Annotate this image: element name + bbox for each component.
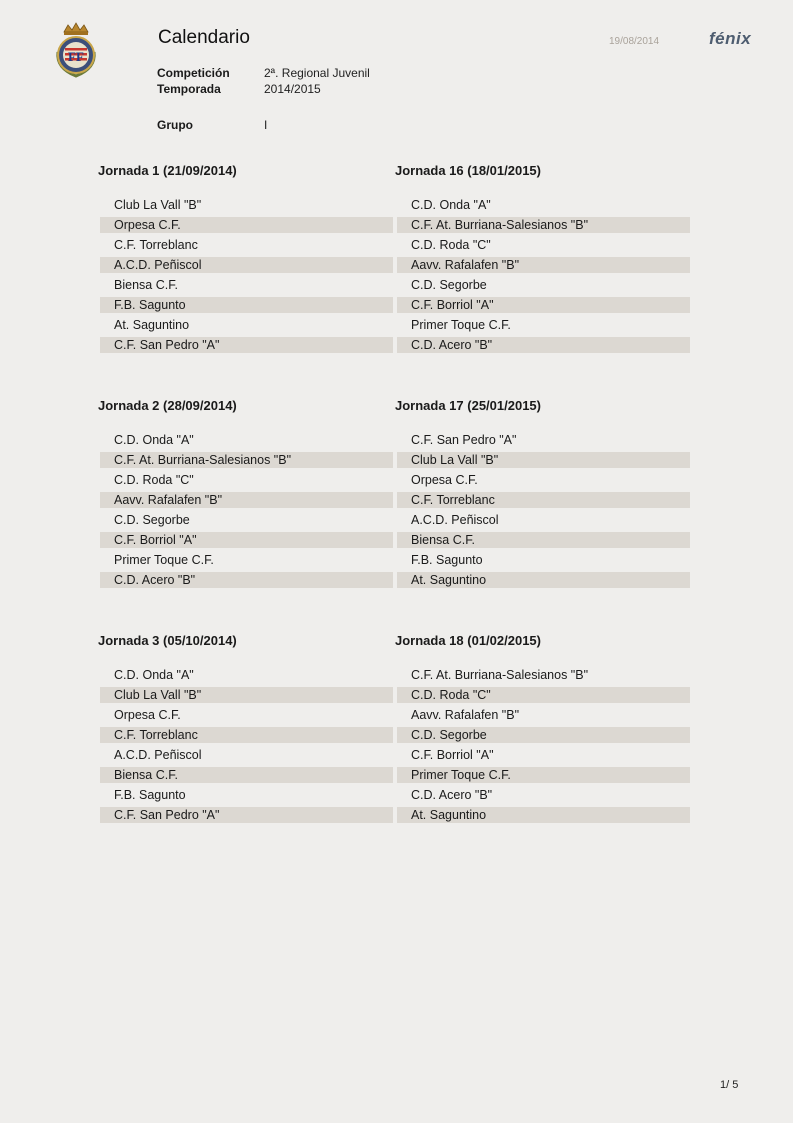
team-name: C.D. Roda "C"	[114, 473, 194, 487]
team-row	[100, 452, 393, 468]
team-name: Biensa C.F.	[411, 533, 475, 547]
team-name: Club La Vall "B"	[114, 198, 202, 212]
team-name: C.F. Torreblanc	[114, 728, 198, 742]
team-row	[100, 257, 393, 273]
temporada-label: Temporada	[157, 82, 221, 96]
team-name: C.F. Torreblanc	[114, 238, 198, 252]
team-name: C.F. At. Burriana-Salesianos "B"	[114, 453, 292, 467]
round-title: Jornada 1 (21/09/2014)	[98, 163, 237, 178]
team-name: C.D. Onda "A"	[411, 198, 491, 212]
team-row	[100, 532, 393, 548]
team-row	[397, 337, 690, 353]
team-name: Club La Vall "B"	[114, 688, 202, 702]
grupo-value: I	[264, 118, 268, 132]
team-row	[397, 277, 690, 293]
team-row	[397, 297, 690, 313]
team-name: At. Saguntino	[411, 808, 487, 822]
team-row	[397, 687, 690, 703]
team-row	[397, 472, 690, 488]
team-name: Primer Toque C.F.	[411, 768, 511, 782]
round-title: Jornada 3 (05/10/2014)	[98, 633, 237, 648]
team-row	[100, 237, 393, 253]
team-name: C.F. Torreblanc	[411, 493, 495, 507]
svg-text:FF: FF	[68, 49, 84, 64]
team-name: At. Saguntino	[114, 318, 190, 332]
team-row	[100, 512, 393, 528]
team-row	[100, 197, 393, 213]
team-row	[100, 727, 393, 743]
page-title: Calendario	[158, 27, 250, 48]
team-row	[397, 787, 690, 803]
team-name: C.D. Segorbe	[411, 278, 487, 292]
round-title: Jornada 2 (28/09/2014)	[98, 398, 237, 413]
team-row	[397, 237, 690, 253]
team-row	[397, 432, 690, 448]
team-name: C.F. San Pedro "A"	[114, 808, 220, 822]
team-name: Aavv. Rafalafen "B"	[411, 708, 520, 722]
team-row	[100, 807, 393, 823]
grupo-label: Grupo	[157, 118, 193, 132]
team-name: Orpesa C.F.	[411, 473, 478, 487]
team-name: A.C.D. Peñiscol	[411, 513, 499, 527]
team-name: Biensa C.F.	[114, 278, 178, 292]
team-name: C.F. At. Burriana-Salesianos "B"	[411, 668, 589, 682]
team-name: Orpesa C.F.	[114, 708, 181, 722]
team-row	[100, 787, 393, 803]
team-name: C.D. Acero "B"	[114, 573, 196, 587]
team-row	[100, 297, 393, 313]
team-row	[397, 317, 690, 333]
team-row	[100, 552, 393, 568]
round-title: Jornada 16 (18/01/2015)	[395, 163, 541, 178]
team-name: F.B. Sagunto	[411, 553, 483, 567]
team-row	[100, 492, 393, 508]
team-row	[100, 687, 393, 703]
team-name: C.F. San Pedro "A"	[411, 433, 517, 447]
team-row	[100, 317, 393, 333]
team-name: C.D. Acero "B"	[411, 338, 493, 352]
team-name: C.D. Onda "A"	[114, 668, 194, 682]
federation-crest-logo	[52, 22, 100, 78]
team-name: C.F. San Pedro "A"	[114, 338, 220, 352]
team-row	[397, 667, 690, 683]
team-name: Primer Toque C.F.	[411, 318, 511, 332]
team-name: F.B. Sagunto	[114, 298, 186, 312]
team-name: A.C.D. Peñiscol	[114, 258, 202, 272]
team-row	[397, 532, 690, 548]
team-row	[397, 197, 690, 213]
team-name: Aavv. Rafalafen "B"	[114, 493, 223, 507]
brand-logo-text: fénix	[709, 29, 752, 48]
team-row	[397, 217, 690, 233]
team-name: C.F. Borriol "A"	[411, 298, 494, 312]
team-row	[100, 217, 393, 233]
team-row	[397, 552, 690, 568]
team-row	[397, 807, 690, 823]
team-row	[100, 472, 393, 488]
team-name: C.D. Roda "C"	[411, 688, 491, 702]
team-row	[397, 452, 690, 468]
round-title: Jornada 17 (25/01/2015)	[395, 398, 541, 413]
team-row	[397, 747, 690, 763]
team-name: C.D. Acero "B"	[411, 788, 493, 802]
team-name: C.D. Roda "C"	[411, 238, 491, 252]
team-name: Aavv. Rafalafen "B"	[411, 258, 520, 272]
team-name: C.F. At. Burriana-Salesianos "B"	[411, 218, 589, 232]
team-name: A.C.D. Peñiscol	[114, 748, 202, 762]
team-row	[397, 257, 690, 273]
team-name: C.F. Borriol "A"	[114, 533, 197, 547]
team-name: C.F. Borriol "A"	[411, 748, 494, 762]
team-row	[100, 572, 393, 588]
team-row	[100, 767, 393, 783]
team-row	[397, 707, 690, 723]
competicion-label: Competición	[157, 66, 230, 80]
team-row	[397, 767, 690, 783]
team-row	[100, 707, 393, 723]
team-row	[100, 432, 393, 448]
team-name: Club La Vall "B"	[411, 453, 499, 467]
page-number: 1/ 5	[720, 1079, 739, 1091]
team-row	[397, 512, 690, 528]
team-row	[100, 277, 393, 293]
competicion-value: 2ª. Regional Juvenil	[264, 66, 370, 80]
team-name: F.B. Sagunto	[114, 788, 186, 802]
team-row	[100, 747, 393, 763]
team-row	[397, 727, 690, 743]
team-name: C.D. Segorbe	[411, 728, 487, 742]
team-row	[100, 667, 393, 683]
round-title: Jornada 18 (01/02/2015)	[395, 633, 541, 648]
team-name: Orpesa C.F.	[114, 218, 181, 232]
team-name: At. Saguntino	[411, 573, 487, 587]
team-row	[100, 337, 393, 353]
temporada-value: 2014/2015	[264, 82, 321, 96]
print-date: 19/08/2014	[609, 36, 660, 47]
team-row	[397, 492, 690, 508]
team-name: Primer Toque C.F.	[114, 553, 214, 567]
team-row	[397, 572, 690, 588]
team-name: C.D. Segorbe	[114, 513, 190, 527]
team-name: Biensa C.F.	[114, 768, 178, 782]
team-name: C.D. Onda "A"	[114, 433, 194, 447]
